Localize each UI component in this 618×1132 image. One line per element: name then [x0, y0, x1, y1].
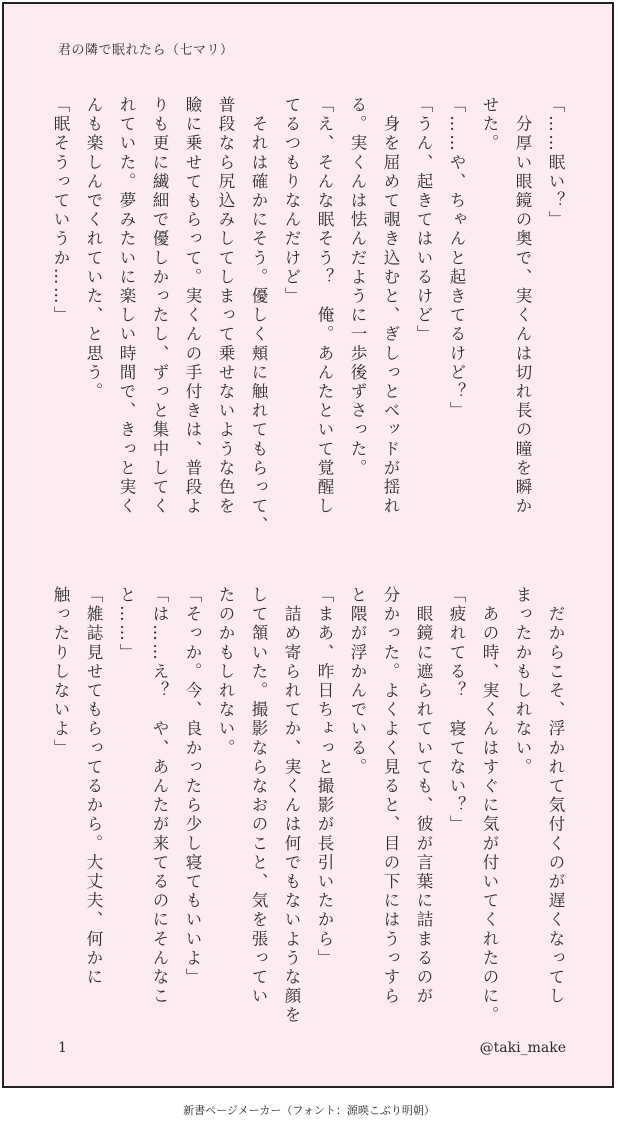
author-handle: @taki_make [479, 1040, 566, 1056]
text-line: 「疲れてる？ 寝てない？」 [447, 586, 466, 835]
text-line: 「まあ、昨日ちょっと撮影が長引いたから」 [315, 586, 334, 968]
text-line: れていた。夢みたいに楽しい時間で、きっと実く [117, 96, 136, 517]
text-line: せた。 [480, 96, 499, 154]
text-line: 身を屈めて覗き込むと、ぎしっとベッドが揺れ [381, 96, 400, 517]
text-line: あの時、実くんはすぐに気が付いてくれたのに。 [480, 586, 499, 1026]
text-line: りも更に繊細で優しかったし、ずっと集中してく [150, 96, 169, 517]
book-page [2, 2, 614, 1088]
text-line: る。実くんは怯んだように一歩後ずさった。 [348, 96, 367, 478]
text-line: 「雑誌見せてもらってるから。大丈夫、何かに [84, 586, 103, 988]
text-line: それは確かにそう。優しく頬に触れてもらって、 [249, 96, 268, 536]
text-line: 「……や、ちゃんと起きてるけど？」 [447, 96, 466, 421]
text-line: と……」 [117, 586, 136, 663]
text-line: だからこそ、浮かれて気付くのが遅くなってし [546, 586, 565, 1007]
text-line: 分かった。よくよく見ると、目の下にはうっすら [381, 586, 400, 1007]
text-line: まったかもしれない。 [513, 586, 532, 777]
page-number: 1 [58, 1040, 67, 1056]
text-line: 「……眠い？」 [546, 96, 565, 230]
text-line: てるつもりなんだけど」 [282, 96, 301, 307]
text-line: 「そっか。今、良かったら少し寝てもいいよ」 [183, 586, 202, 988]
text-line: 「え、そんな眠そう？ 俺。あんたといて覚醒し [315, 96, 334, 517]
text-line: 「は……え？ や、あんたが来てるのにそんなこ [150, 586, 169, 1007]
text-line: 普段なら尻込みしてしまって乗せないような色を [216, 96, 235, 517]
text-line: 「眠そうっていうか……」 [51, 96, 70, 326]
text-block-bottom [44, 586, 572, 1026]
text-block-top [44, 96, 572, 536]
text-line: んも楽しんでくれていた、と思う。 [84, 96, 103, 402]
text-line: と隈が浮かんでいる。 [348, 586, 367, 777]
text-line: 「うん、起きてはいるけど」 [414, 96, 433, 345]
text-line: して頷いた。撮影ならなおのこと、気を張ってい [249, 586, 268, 1007]
text-line: 詰め寄られてか、実くんは何でもないような顔を [282, 586, 301, 1026]
text-line: たのかもしれない。 [216, 586, 235, 758]
text-line: 瞼に乗せてもらって。実くんの手付きは、普段よ [183, 96, 202, 517]
generator-caption: 新書ページメーカー（フォント：源暎こぶり明朝） [183, 1104, 435, 1117]
text-line: 分厚い眼鏡の奥で、実くんは切れ長の瞳を瞬か [513, 96, 532, 517]
page-title: 君の隣で眠れたら（七マリ） [58, 43, 234, 58]
text-line: 触ったりしないよ」 [51, 586, 70, 758]
text-line: 眼鏡に遮られていても、彼が言葉に詰まるのが [414, 586, 433, 1007]
